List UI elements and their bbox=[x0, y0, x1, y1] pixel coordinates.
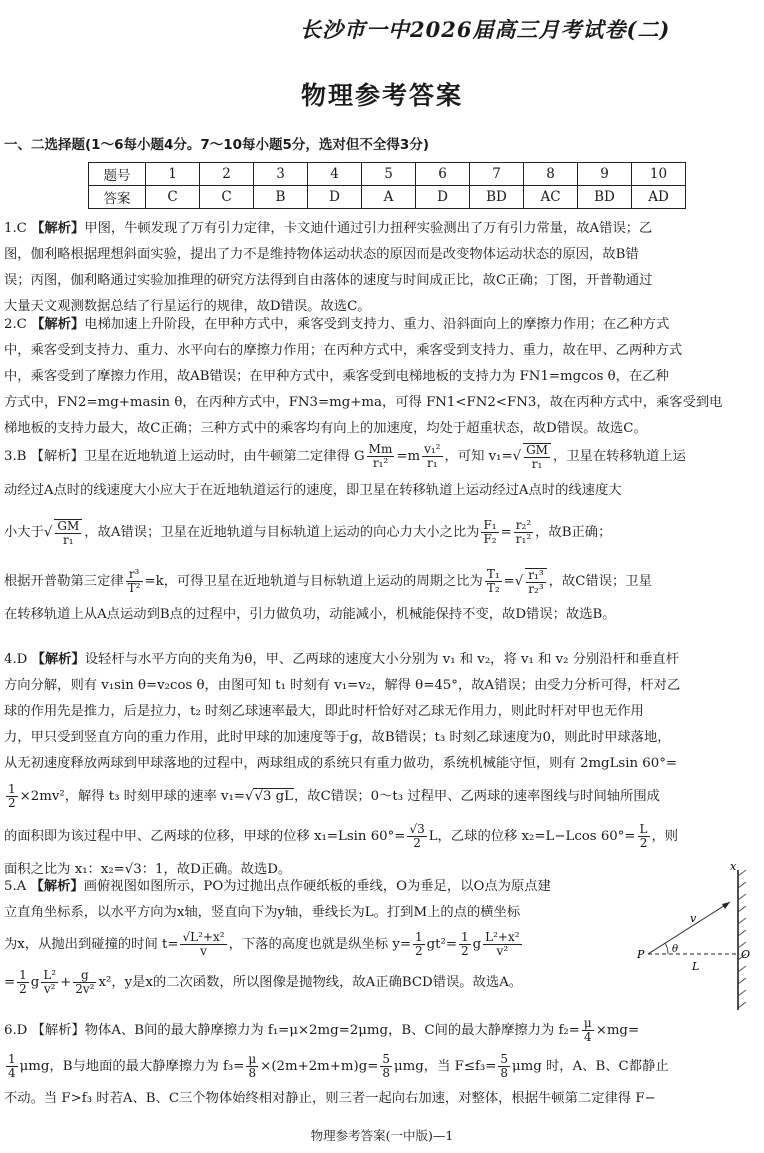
doc-title: 物理参考答案 bbox=[300, 81, 463, 110]
text-line: = $\frac{1}{2}$ g $\frac{\text{L²}}{\text{v²}}$ + $\frac{g}{\text{2v²}}$ x²，y是x的二次函数，所以图像是抛物线，故A正确BCD错误。故选A。 bbox=[4, 968, 523, 996]
text-line: 中，乘客受到支持力、重力、水平向右的摩擦力作用；在丙种方式中，乘客受到支持力、重力，故在甲、乙两种方式 bbox=[4, 343, 683, 358]
text-line: 误；丙图，伽利略通过实验加推理的研究方法得到自由落体的速度与时间成正比，故C正确；丁图，开普勒通过 bbox=[4, 273, 653, 288]
text-line: 从无初速度释放两球到甲球落地的过程中，两球组成的系统只有重力做功，系统机械能守恒，则有 2mgLsin 60°= bbox=[4, 756, 677, 771]
solution-q4 bbox=[4, 647, 680, 883]
answer-cell: AC bbox=[524, 186, 578, 209]
text-line: 立直角坐标系，以水平方向为x轴，竖直向下为y轴，垂线长为L。打到M上的点的横坐标 bbox=[4, 905, 521, 920]
label-v: v bbox=[690, 912, 697, 925]
page-footer: 物理参考答案(一中版)—1 bbox=[310, 1128, 454, 1143]
text-line: 力，甲只受到竖直方向的重力作用，此时甲球的加速度等于g，故B错误；t₃ 时刻乙球速度为0，则此时甲球落地， bbox=[4, 730, 671, 745]
solution-q2 bbox=[4, 312, 722, 442]
answer-cell: AD bbox=[632, 186, 686, 209]
answer-cell: B bbox=[254, 186, 308, 209]
text-line: 根据开普勒第三定律 $\frac{\text{r³}}{\text{T²}}$ =k，可得卫星在近地轨道与目标轨道上运动的周期之比为 $\frac{\text{T₁}}{\text{T₂}}$ =√ $\frac{\text{r₁³}}{\text{r₂³}}$ ，故C错误；卫星 bbox=[4, 567, 652, 596]
answer-cell: C bbox=[146, 186, 200, 209]
text-line: 5.A 【解析】画俯视图如图所示，PO为过抛出点作硬纸板的垂线，O为垂足，以O点为原点建 bbox=[4, 879, 551, 894]
solution-q5 bbox=[4, 874, 551, 1002]
label-L: L bbox=[692, 960, 700, 973]
text-line: 中，乘客受到了摩擦力作用，故AB错误；在甲种方式中，乘客受到电梯地板的支持力为 FN1=mgcos θ，在乙种 bbox=[4, 369, 669, 384]
text-line: 3.B 【解析】卫星在近地轨道上运动时，由牛顿第二定律得 G $\frac{Mm}{\text{r₁²}}$ =m $\frac{\text{v₁²}}{\text{r₁}}$ ，可知 v₁=√ $\frac{GM}{\text{r₁}}$ ，卫星在转移轨道上运 bbox=[4, 442, 686, 471]
question-number: 5 bbox=[362, 163, 416, 186]
projectile-diagram bbox=[630, 862, 760, 1012]
section-heading: 一、二选择题(1～6每小题4分。7～10每小题5分，选对但不全得3分) bbox=[4, 137, 429, 153]
question-number: 8 bbox=[524, 163, 578, 186]
text-line: 2.C 【解析】电梯加速上升阶段，在甲种方式中，乘客受到支持力、重力、沿斜面向上的摩擦力作用；在乙种方式 bbox=[4, 317, 670, 332]
text-line: 面积之比为 x₁：x₂=√3：1，故D正确。故选D。 bbox=[4, 862, 292, 877]
question-number: 2 bbox=[200, 163, 254, 186]
label-theta: θ bbox=[672, 944, 679, 955]
table-row bbox=[89, 163, 686, 186]
page-header: 长沙市一中2026届高三月考试卷(二) bbox=[300, 17, 671, 42]
row-label: 答案 bbox=[89, 186, 146, 209]
text-line: 的面积即为该过程中甲、乙两球的位移，甲球的位移 x₁=Lsin 60°= $\frac{√3}{2}$ L，乙球的位移 x₂=L−Lcos 60°= $\frac{L}{2}$ ，则 bbox=[4, 822, 679, 850]
row-label: 题号 bbox=[89, 163, 146, 186]
text-line: 梯地板的支持力最大，故C正确；三种方式中的乘客均有向上的加速度，均处于超重状态，故D错误。故选C。 bbox=[4, 421, 647, 436]
text-line: 方式中，FN2=mg+masin θ，在丙种方式中，FN3=mg+ma，可得 FN1<FN2<FN3，故在丙种方式中，乘客受到电 bbox=[4, 395, 723, 410]
text-line: $\frac{1}{4}$ μmg，B与地面的最大静摩擦力为 f₃= $\frac{\mu}{8}$ ×(2m+2m+m)g= $\frac{5}{8}$ μmg，当 F≤f₃= $\frac{5}{8}$ μmg 时，A、B、C都静止 bbox=[8, 1052, 669, 1080]
text-line: 为x，从抛出到碰撞的时间 t= $\frac{\text{√L²+x²}}{v}$ ，下落的高度也就是纵坐标 y= $\frac{1}{2}$ gt²= $\frac{1}{2}$ g $\frac{\text{L²+x²}}{\text{v²}}$ bbox=[4, 930, 520, 958]
answer-cell: C bbox=[200, 186, 254, 209]
label-O: O bbox=[741, 948, 751, 961]
answer-cell: D bbox=[416, 186, 470, 209]
text-line: 大量天文观测数据总结了行星运行的规律，故D错误。故选C。 bbox=[4, 299, 371, 314]
text-line: 球的作用先是推力，后是拉力，t₂ 时刻乙球速率最大，即此时杆恰好对乙球无作用力，则此时杆对甲也无作用 bbox=[4, 704, 644, 719]
answer-cell: D bbox=[308, 186, 362, 209]
text-line: 小大于√ $\frac{GM}{\text{r₁}}$ ，故A错误；卫星在近地轨道与目标轨道上运动的向心力大小之比为 $\frac{\text{F₁}}{\text{F₂}}$ = $\frac{\text{r₂²}}{\text{r₁²}}$ ，故B正确； bbox=[4, 518, 612, 547]
solution-q6 bbox=[4, 1014, 669, 1112]
answer-cell: BD bbox=[578, 186, 632, 209]
question-number: 6 bbox=[416, 163, 470, 186]
question-number: 3 bbox=[254, 163, 308, 186]
label-x: x bbox=[730, 862, 737, 873]
solution-q3 bbox=[4, 440, 686, 628]
question-number: 1 bbox=[146, 163, 200, 186]
text-line: 1.C 【解析】甲图，牛顿发现了万有引力定律，卡文迪什通过引力扭秤实验测出了万有引力常量，故A错误；乙 bbox=[4, 221, 653, 236]
text-line: 在转移轨道上从A点运动到B点的过程中，引力做负功，动能减小，机械能保持不变，故D错误；故选B。 bbox=[4, 607, 616, 622]
label-P: P bbox=[637, 948, 645, 961]
question-number: 9 bbox=[578, 163, 632, 186]
solution-q1 bbox=[4, 216, 652, 320]
text-line: 6.D 【解析】物体A、B间的最大静摩擦力为 f₁=μ×2mg=2μmg，B、C间的最大静摩擦力为 f₂= $\frac{\mu}{4}$ ×mg= bbox=[4, 1016, 640, 1044]
text-line: 方向分解，则有 v₁sin θ=v₂cos θ，由图可知 t₁ 时刻有 v₁=v₂，解得 θ=45°，故A错误；由受力分析可得，杆对乙 bbox=[4, 678, 681, 693]
table-row bbox=[89, 186, 686, 209]
question-number: 4 bbox=[308, 163, 362, 186]
answer-cell: A bbox=[362, 186, 416, 209]
question-number: 10 bbox=[632, 163, 686, 186]
question-number: 7 bbox=[470, 163, 524, 186]
text-line: 动经过A点时的线速度大小应大于在近地轨道运行的速度，即卫星在转移轨道上运动经过A点时的线速度大 bbox=[4, 483, 622, 498]
answer-cell: BD bbox=[470, 186, 524, 209]
answer-table bbox=[88, 162, 686, 209]
text-line: $\frac{1}{2}$ ×2mv²，解得 t₃ 时刻甲球的速率 v₁=√√3 gL，故C错误；0～t₃ 过程甲、乙两球的速率图线与时间轴所围成 bbox=[8, 782, 660, 810]
text-line: 图，伽利略根据理想斜面实验，提出了力不是维持物体运动状态的原因而是改变物体运动状态的原因，故B错 bbox=[4, 247, 639, 262]
text-line: 不动。当 F>f₃ 时若A、B、C三个物体始终相对静止，则三者一起向右加速，对整体，根据牛顿第二定律得 F− bbox=[4, 1091, 656, 1106]
text-line: 4.D 【解析】设轻杆与水平方向的夹角为θ，甲、乙两球的速度大小分别为 v₁ 和 v₂，将 v₁ 和 v₂ 分别沿杆和垂直杆 bbox=[4, 652, 680, 667]
